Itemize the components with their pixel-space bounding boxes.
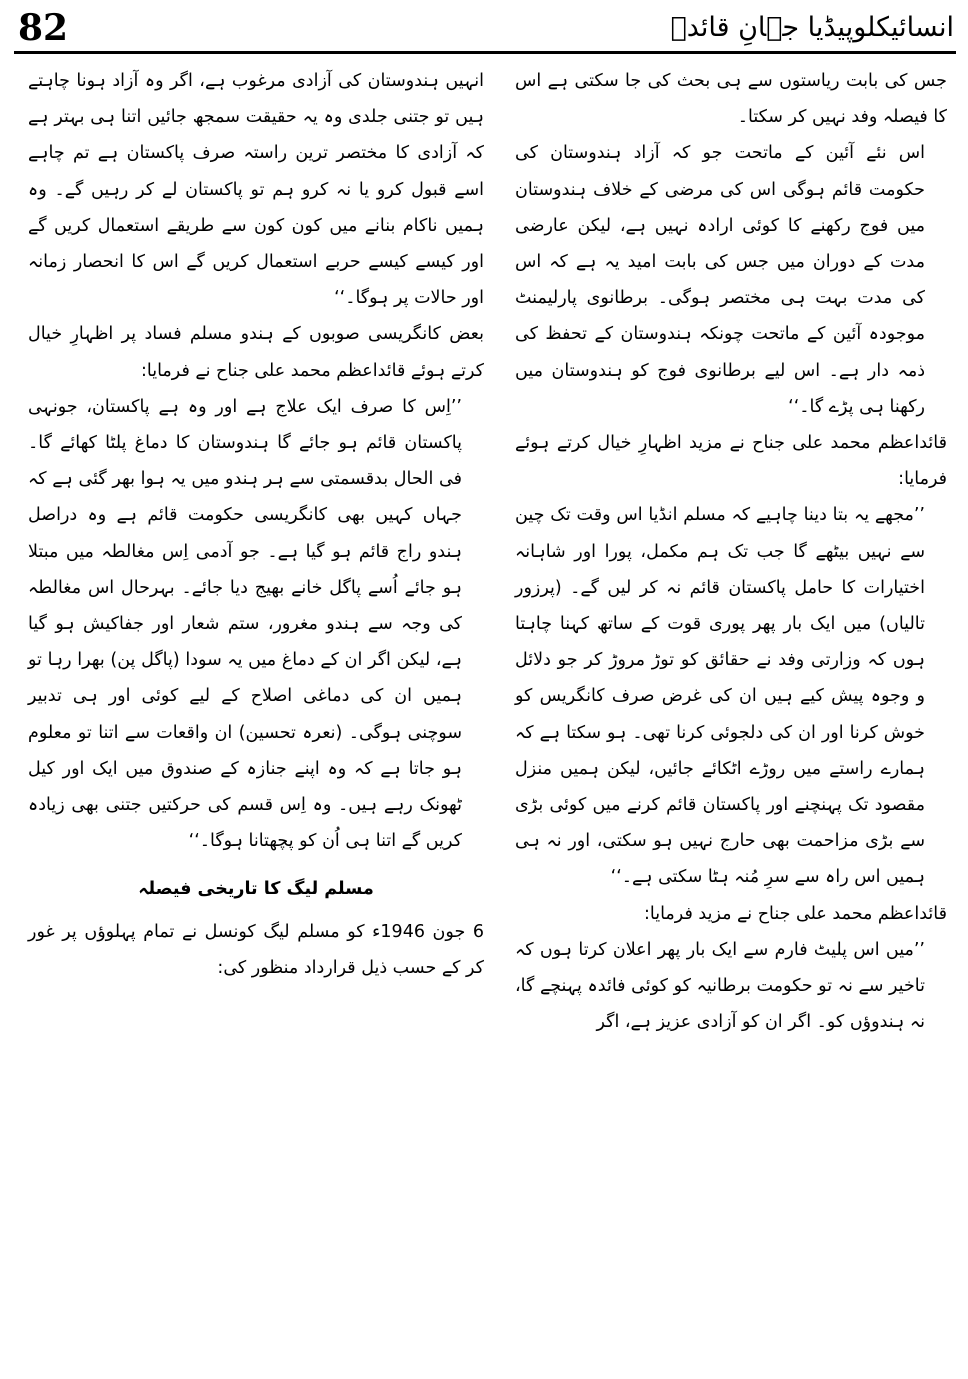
section-heading: مسلم لیگ کا تاریخی فیصلہ bbox=[138, 879, 374, 900]
left-column bbox=[28, 63, 484, 986]
header-rule bbox=[14, 51, 956, 54]
paragraph: جس کی بابت ریاستوں سے ہی بحث کی جا سکتی ہے اس کا فیصلہ وفد نہیں کر سکتا۔ bbox=[515, 71, 947, 128]
quote-paragraph: ’’اِس کا صرف ایک علاج ہے اور وہ ہے پاکستان، جونہی پاکستان قائم ہو جائے گا ہندوستان کا دماغ پلٹا کھائے گا۔ فی الحال بدقسمتی سے ہر ہندو میں یہ ہوا بھر گئی ہے کہ جہاں کہیں بھی کانگریسی حکومت قائم ہے وہ دراصل ہندو راج قائم ہو گیا ہے۔ جو آدمی اِس مغالطہ میں مبتلا ہو جائے اُسے پاگل خانے بھیج دیا جائے۔ بہرحال اس مغالطہ کی وجہ سے ہندو مغرور، ستم شعار اور جفاکیش ہو گیا ہے، لیکن اگر ان کے دماغ میں یہ سودا (پاگل پن) بھرا رہا تو ہمیں ان کی دماغی اصلاح کے لیے کوئی اور ہی تدبیر سوچنی ہوگی۔ (نعرہ تحسین) ان واقعات سے اتنا تو معلوم ہو جاتا ہے کہ وہ اپنے جنازہ کے صندوق میں ایک اور کیل ٹھونک رہے ہیں۔ وہ اِس قسم کی حرکتیں جتنی بھی زیادہ کریں گے اتنا ہی اُن کو پچھتانا ہوگا۔‘‘ bbox=[28, 396, 462, 852]
paragraph: اس نئے آئین کے ماتحت جو کہ آزاد ہندوستان کی حکومت قائم ہوگی اس کی مرضی کے خلاف ہندوستان میں فوج رکھنے کا کوئی ارادہ نہیں ہے، لیکن عارضی مدت کے دوران میں جس کی بابت امید یہ ہے کہ اس کی مدت بہت ہی مختصر ہوگی۔ برطانوی پارلیمنٹ موجودہ آئین کے ماتحت چونکہ ہندوستان کے تحفظ کی ذمہ دار ہے۔ اس لیے برطانوی فوج کو ہندوستان میں رکھنا ہی پڑے گا۔‘‘ bbox=[515, 143, 925, 417]
paragraph: قائداعظم محمد علی جناح نے مزید اظہارِ خیال کرتے ہوئے فرمایا: bbox=[515, 433, 947, 490]
paragraph: 6 جون 1946ء کو مسلم لیگ کونسل نے تمام پہلوؤں پر غور کر کے حسب ذیل قرارداد منظور کی: bbox=[28, 921, 484, 978]
quote-paragraph: ’’مجھے یہ بتا دینا چاہیے کہ مسلم انڈیا اس وقت تک چین سے نہیں بیٹھے گا جب تک ہم مکمل، پورا اور شاہانہ اختیارات کا حامل پاکستان قائم نہ کر لیں گے۔ (پرزور تالیاں) میں ایک بار پھر پوری قوت کے ساتھ کہنا چاہتا ہوں کہ وزارتی وفد نے حقائق کو توڑ مروڑ کر جو دلائل و وجوہ پیش کیے ہیں ان کی غرض صرف کانگریس کو خوش کرنا اور ان کی دلجوئی کرنا تھی۔ ہو سکتا ہے کہ ہمارے راستے میں روڑے اٹکائے جائیں، لیکن ہمیں منزل مقصود تک پہنچنے اور پاکستان قائم کرنے میں کوئی بڑی سے بڑی مزاحمت بھی حارج نہیں ہو سکتی، اور نہ ہی ہمیں اس راہ سے سرِ مُنہ ہٹا سکتی ہے۔‘‘ bbox=[515, 505, 925, 888]
quote-paragraph: ’’میں اس پلیٹ فارم سے ایک بار پھر اعلان کرتا ہوں کہ تاخیر سے نہ تو حکومت برطانیہ کو کوئی فائدہ پہنچے گا، نہ ہندوؤں کو۔ اگر ان کو آزادی عزیز ہے، اگر bbox=[515, 939, 925, 1033]
page-header bbox=[14, 0, 956, 52]
running-title: انسائیکلوپیڈیا جہانِ قائدؒ bbox=[670, 12, 954, 43]
right-column bbox=[515, 63, 947, 1040]
paragraph: قائداعظم محمد علی جناح نے مزید فرمایا: bbox=[644, 903, 947, 924]
paragraph: انہیں ہندوستان کی آزادی مرغوب ہے، اگر وہ آزاد ہونا چاہتے ہیں تو جتنی جلدی وہ یہ حقیقت سمجھ جائیں اتنا ہی بہتر ہے کہ آزادی کا مختصر ترین راستہ صرف پاکستان ہے تم چاہے اسے قبول کرو یا نہ کرو ہم تو پاکستان لے کر رہیں گے۔ وہ ہمیں ناکام بنانے میں کون کون سے طریقے استعمال کریں گے اور کیسے کیسے حربے استعمال کریں گے اس کا انحصار زمانہ اور حالات پر ہوگا۔‘‘ bbox=[28, 71, 484, 309]
page-number: 82 bbox=[18, 7, 69, 49]
paragraph: بعض کانگریسی صوبوں کے ہندو مسلم فساد پر اظہارِ خیال کرتے ہوئے قائداعظم محمد علی جناح نے فرمایا: bbox=[28, 324, 484, 381]
